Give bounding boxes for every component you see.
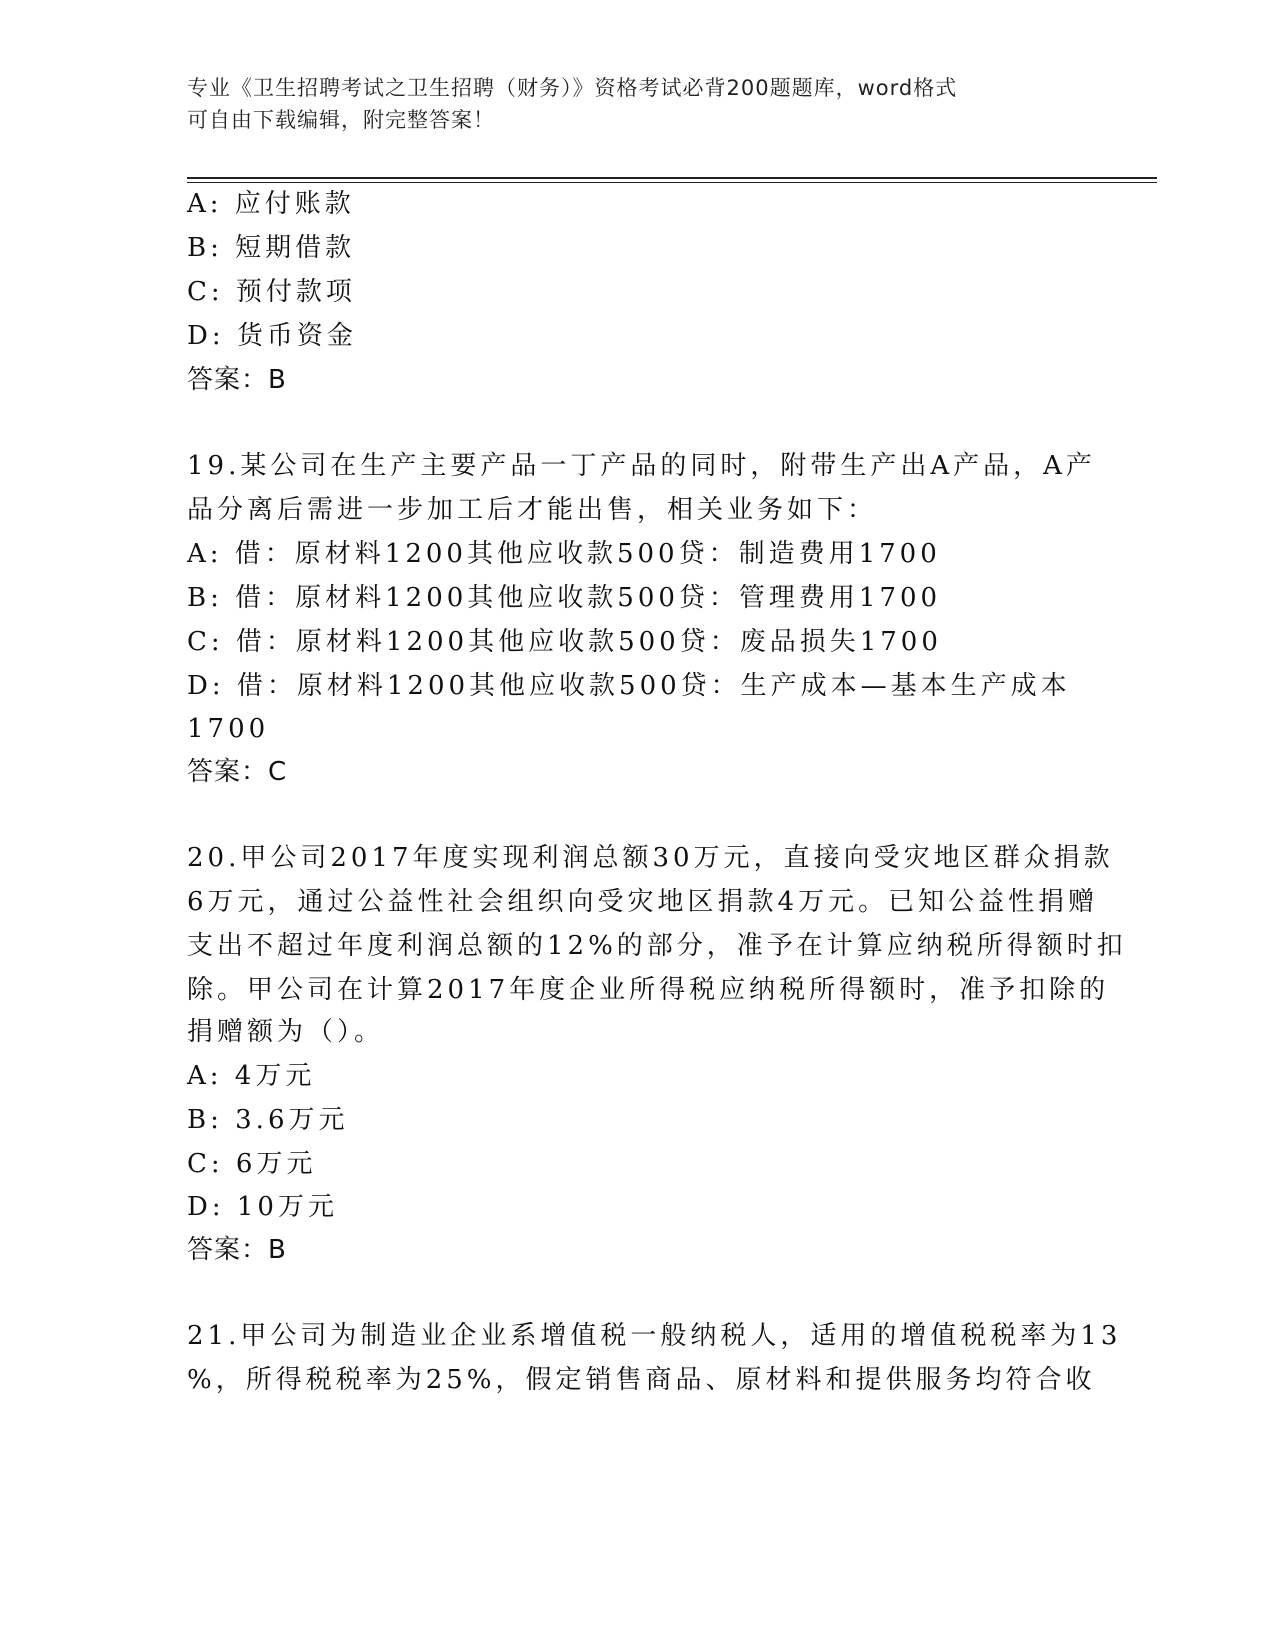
q20-answer: 答案：B [187,1235,287,1265]
header-rule-thick [187,177,1157,179]
q19-option-b: B: 借：原材料1200其他应收款500贷：管理费用1700 [187,583,942,613]
q19-stem-line-1: 19.某公司在生产主要产品一丁产品的同时，附带生产出A产品，A产 [187,451,1096,481]
q19-option-d-continued: 1700 [187,714,270,744]
document-header [187,72,1087,136]
q20-stem-line-5: 捐赠额为（）。 [187,1017,385,1047]
q20-stem-line-2: 6万元，通过公益性社会组织向受灾地区捐款4万元。已知公益性捐赠 [187,887,1099,917]
q20-stem-line-1: 20.甲公司2017年度实现利润总额30万元，直接向受灾地区群众捐款 [187,843,1114,873]
q20-option-b: B: 3.6万元 [187,1105,349,1135]
q21-stem-line-2: %，所得税税率为25%，假定销售商品、原材料和提供服务均符合收 [187,1365,1096,1395]
q18-option-a: A: 应付账款 [187,189,355,219]
q21-stem-line-1: 21.甲公司为制造业企业系增值税一般纳税人，适用的增值税税率为13 [187,1321,1122,1351]
q20-stem-line-3: 支出不超过年度利润总额的12%的部分，准予在计算应纳税所得额时扣 [187,931,1127,961]
q19-option-d: D: 借：原材料1200其他应收款500贷：生产成本—基本生产成本 [187,671,1071,701]
q18-option-c: C: 预付款项 [187,277,356,307]
header-rule-thin [187,182,1157,183]
q20-stem-line-4: 除。甲公司在计算2017年度企业所得税应纳税所得额时，准予扣除的 [187,975,1110,1005]
q19-option-a: A: 借：原材料1200其他应收款500贷：制造费用1700 [187,539,941,569]
header-line-1: 专业《卫生招聘考试之卫生招聘（财务）》资格考试必背200题题库，word格式 [187,76,958,100]
q18-option-b: B: 短期借款 [187,233,356,263]
q19-option-c: C: 借：原材料1200其他应收款500贷：废品损失1700 [187,627,942,657]
q20-option-a: A: 4万元 [187,1061,316,1091]
q19-stem-line-2: 品分离后需进一步加工后才能出售，相关业务如下： [187,495,878,525]
q18-answer: 答案：B [187,365,287,395]
q20-option-d: D: 10万元 [187,1192,338,1222]
q20-option-c: C: 6万元 [187,1149,317,1179]
header-line-2: 可自由下载编辑，附完整答案！ [187,108,495,132]
q18-option-d: D: 货币资金 [187,321,357,351]
q19-answer: 答案：C [187,757,288,787]
